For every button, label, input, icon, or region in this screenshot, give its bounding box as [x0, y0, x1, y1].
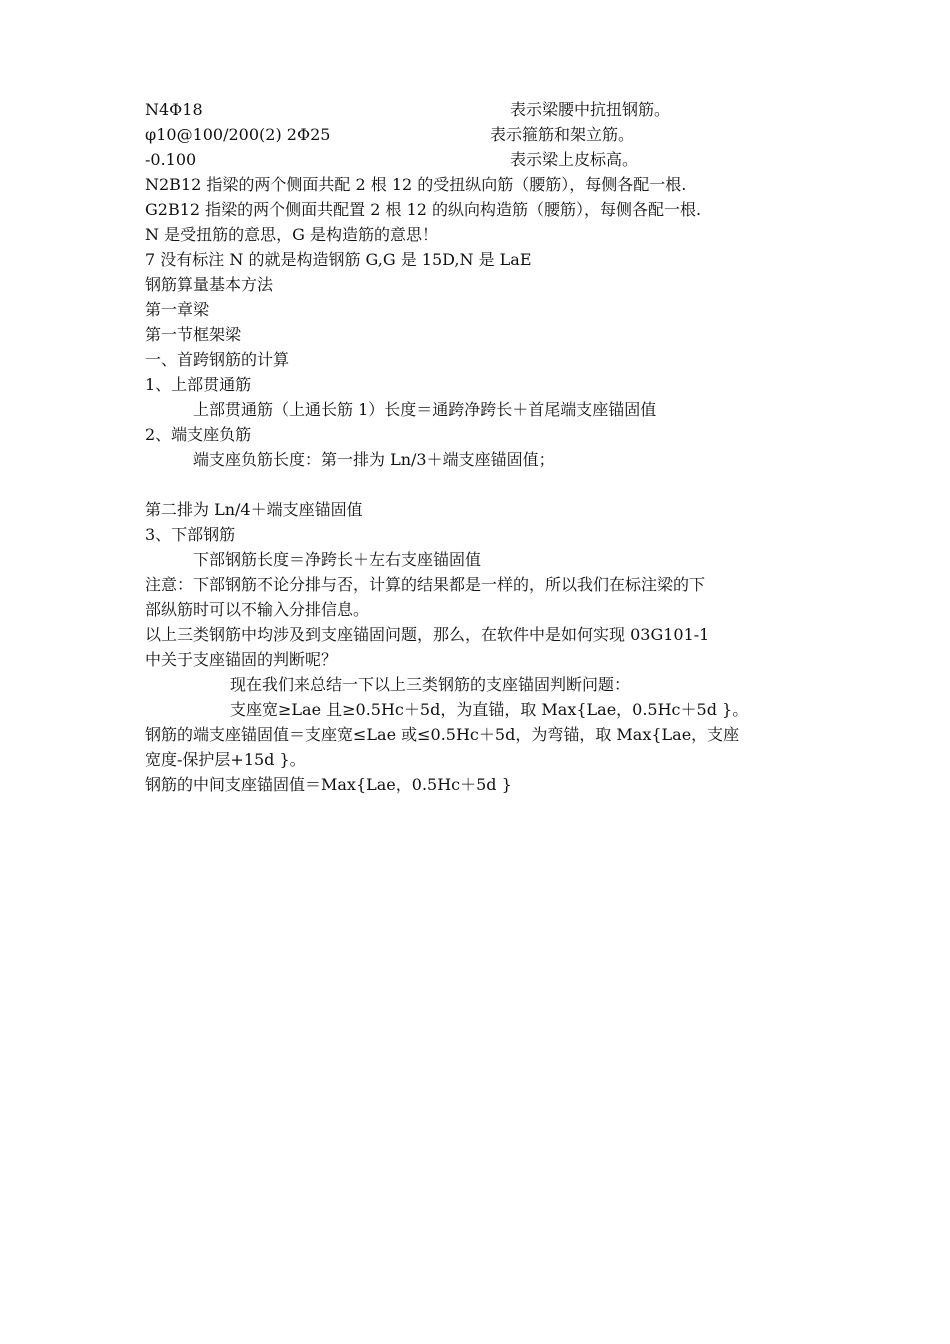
paragraph-line: 以上三类钢筋中均涉及到支座锚固问题，那么，在软件中是如何实现 03G101-1: [145, 625, 710, 644]
text-line: N2B12 指梁的两个侧面共配 2 根 12 的受扭纵向筋（腰筋），每侧各配一根.: [145, 175, 687, 194]
item-heading: 1、上部贯通筋: [145, 375, 252, 394]
note-line: 注意：下部钢筋不论分排与否，计算的结果都是一样的，所以我们在标注梁的下: [145, 575, 706, 594]
rebar-code: φ10@100/200(2) 2Φ25: [145, 125, 331, 144]
formula-line: 钢筋的中间支座锚固值＝Max{Lae，0.5Hc＋5d }: [145, 775, 512, 794]
text-line: [145, 125, 635, 145]
text-line: 7 没有标注 N 的就是构造钢筋 G,G 是 15D,N 是 LaE: [145, 250, 532, 269]
note-line: 部纵筋时可以不输入分排信息。: [145, 600, 370, 619]
item-heading: 2、端支座负筋: [145, 425, 252, 444]
formula-line: 上部贯通筋（上通长筋 1）长度＝通跨净跨长＋首尾端支座锚固值: [193, 400, 657, 419]
section-heading: 第一节框架梁: [145, 325, 242, 344]
formula-line: 下部钢筋长度＝净跨长＋左右支座锚固值: [193, 550, 482, 569]
text-line: N 是受扭筋的意思，G 是构造筋的意思！: [145, 225, 438, 244]
paragraph-line: 中关于支座锚固的判断呢？: [145, 650, 338, 669]
rebar-description: 表示箍筋和架立筋。: [490, 125, 635, 144]
text-line: [145, 150, 639, 170]
text-line: [145, 100, 671, 120]
formula-line: 支座宽≥Lae 且≥0.5Hc＋5d，为直锚，取 Max{Lae，0.5Hc＋5d }。: [230, 700, 749, 719]
rebar-description: 表示梁上皮标高。: [510, 150, 639, 169]
text-line: G2B12 指梁的两个侧面共配置 2 根 12 的纵向构造筋（腰筋），每侧各配一根.: [145, 200, 702, 219]
section-heading: 钢筋算量基本方法: [145, 275, 274, 294]
formula-line: 钢筋的端支座锚固值＝支座宽≤Lae 或≤0.5Hc＋5d，为弯锚，取 Max{Lae，支座: [145, 725, 740, 744]
paragraph-line: 现在我们来总结一下以上三类钢筋的支座锚固判断问题：: [230, 675, 631, 694]
item-heading: 3、下部钢筋: [145, 525, 236, 544]
formula-line: 宽度-保护层+15d }。: [145, 750, 306, 769]
subsection-heading: 一、首跨钢筋的计算: [145, 350, 290, 369]
rebar-code: -0.100: [145, 150, 197, 169]
formula-line: 端支座负筋长度：第一排为 Ln/3＋端支座锚固值；: [193, 450, 555, 469]
rebar-description: 表示梁腰中抗扭钢筋。: [510, 100, 671, 119]
rebar-code: N4Φ18: [145, 100, 203, 119]
formula-line: 第二排为 Ln/4＋端支座锚固值: [145, 500, 363, 519]
chapter-heading: 第一章梁: [145, 300, 210, 319]
